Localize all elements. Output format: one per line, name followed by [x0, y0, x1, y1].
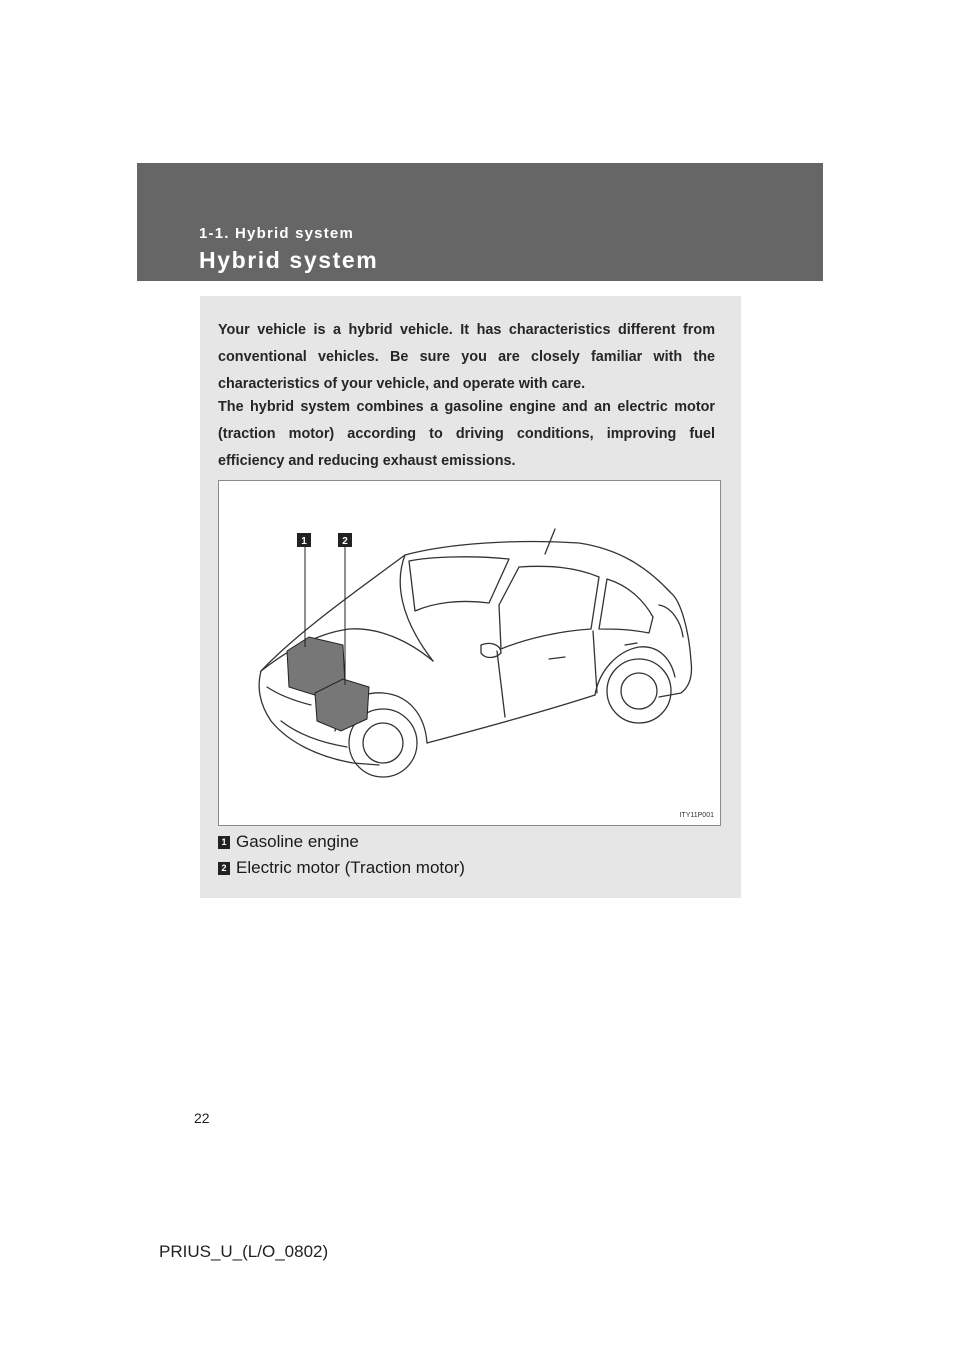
windshield: [409, 557, 509, 611]
content-box: [200, 296, 741, 898]
front-window: [499, 566, 599, 649]
section-label: 1-1. Hybrid system: [199, 225, 354, 242]
legend-item-gasoline-engine: [218, 832, 359, 852]
a-pillar: [400, 555, 433, 661]
legend-label: Electric motor (Traction motor): [236, 858, 465, 877]
document-code: PRIUS_U_(L/O_0802): [159, 1242, 329, 1261]
hood-line: [261, 629, 433, 671]
door-line-rear: [593, 631, 597, 693]
rear-quarter-window: [659, 605, 683, 637]
side-mirror: [481, 643, 501, 657]
figure-code: ITY11P001: [679, 812, 714, 819]
legend-number-badge: 2: [218, 862, 230, 875]
door-line-front: [497, 651, 505, 717]
rear-window: [599, 579, 653, 633]
intro-paragraph-2: The hybrid system combines a gasoline engine and an electric motor (traction motor) according to driving conditions, improving fuel efficiency and reducing exhaust emissions.: [218, 399, 715, 469]
rocker-line: [427, 695, 595, 743]
intro-paragraph-1: Your vehicle is a hybrid vehicle. It has characteristics different from conventional vehicles. Be sure you are closely familiar with the characteristics of your vehicle, and operate with care.: [218, 322, 715, 392]
legend-item-electric-motor: [218, 858, 465, 878]
chapter-header: [137, 163, 823, 281]
legend-number-badge: 1: [218, 836, 230, 849]
hybrid-car-illustration: [218, 480, 721, 826]
legend-label: Gasoline engine: [236, 832, 359, 851]
callout-number-1: 1: [301, 536, 307, 547]
door-handle-rear: [625, 643, 637, 645]
rear-wheel: [607, 659, 671, 723]
door-handle-front: [549, 657, 565, 659]
page-title: Hybrid system: [199, 247, 379, 273]
callout-number-2: 2: [342, 536, 348, 547]
car-drawing: [219, 481, 722, 827]
page-number: 22: [194, 1110, 210, 1126]
